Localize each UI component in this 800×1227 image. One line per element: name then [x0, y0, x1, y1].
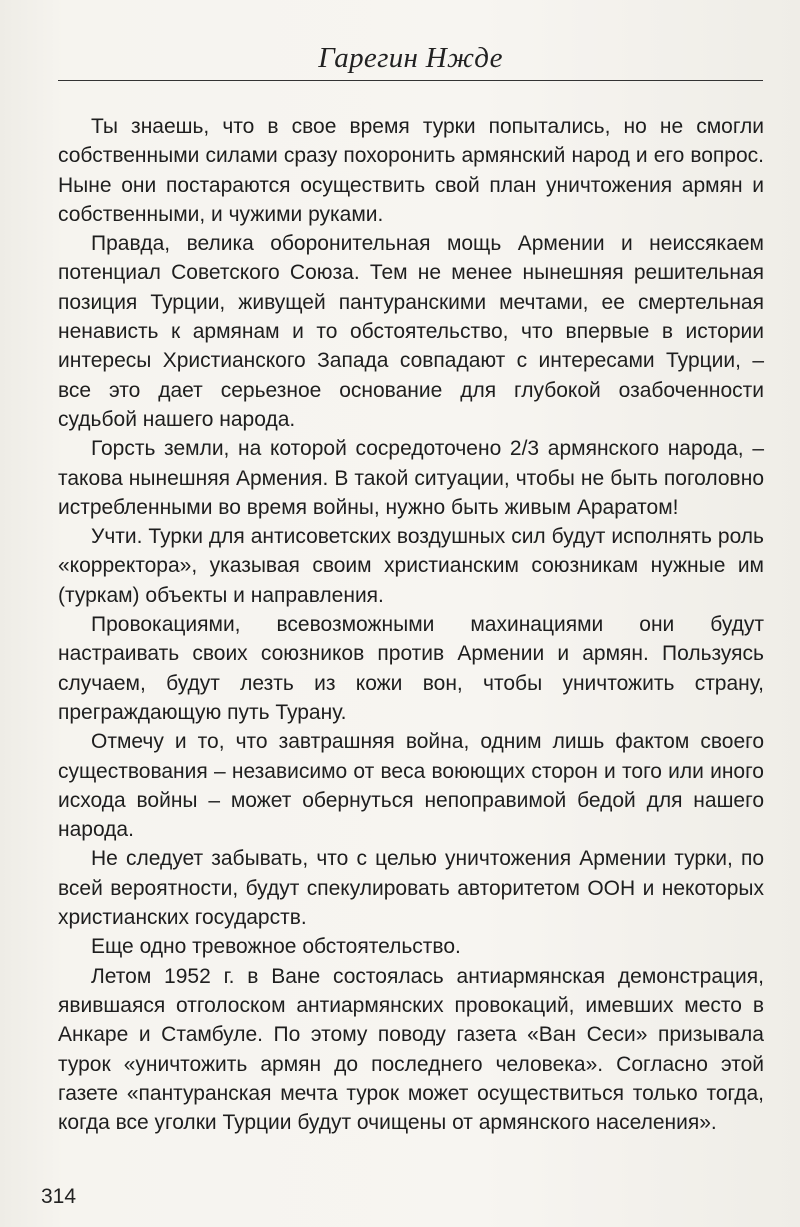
paragraph: Летом 1952 г. в Ване состоялась антиармянская демонстрация, явившаяся отголоском антиармянских провокаций, имевших место в Анкаре и Стамбуле. По этому поводу газета «Ван Сеси» призывала турок «уничтожить армян до последнего человека». Согласно этой газете «пантуранская мечта турок может осуществиться только тогда, когда все уголки Турции будут очищены от армянского населения».	[58, 964, 764, 1135]
page-number: 314	[41, 1185, 77, 1208]
body-text	[58, 112, 764, 1137]
paragraph: Правда, велика оборонительная мощь Армении и неиссякаем потенциал Советского Союза. Тем не менее нынешняя решительная позиция Турции, живущей пантуранскими мечтами, ее смертельная ненависть к армянам и то обстоятельство, что впервые в истории интересы Христианского Запада совпадают с интересами Турции, – все это дает серьезное основание для глубокой озабоченности судьбой нашего народа.	[58, 232, 764, 431]
paragraph: Учти. Турки для антисоветских воздушных сил будут исполнять роль «корректора», указывая своим христианским союзникам нужные им (туркам) объекты и направления.	[58, 525, 764, 607]
paragraph: Ты знаешь, что в свое время турки попытались, но не смогли собственными силами сразу похоронить армянский народ и его вопрос. Ныне они постараются осуществить свой план уничтожения армян и собственными, и чужими руками.	[58, 115, 764, 226]
paragraph: Горсть земли, на которой сосредоточено 2/3 армянского народа, – такова нынешняя Армения. В такой ситуации, чтобы не быть поголовно истребленными во время войны, нужно быть живым Араратом!	[58, 437, 764, 519]
paragraph: Провокациями, всевозможными махинациями они будут настраивать своих союзников против Армении и армян. Пользуясь случаем, будут лезть из кожи вон, чтобы уничтожить страну, преграждающую путь Турану.	[58, 613, 764, 724]
running-head-title: Гарегин Нжде	[318, 42, 503, 74]
paragraph: Отмечу и то, что завтрашняя война, одним лишь фактом своего существования – независимо от веса воюющих сторон и того или иного исхода войны – может обернуться непоправимой бедой для нашего народа.	[58, 730, 764, 842]
paragraph: Не следует забывать, что с целью уничтожения Армении турки, по всей вероятности, будут спекулировать авторитетом ООН и некоторых христианских государств.	[58, 847, 764, 930]
header-rule	[58, 80, 763, 81]
paragraph: Еще одно тревожное обстоятельство.	[91, 935, 461, 959]
